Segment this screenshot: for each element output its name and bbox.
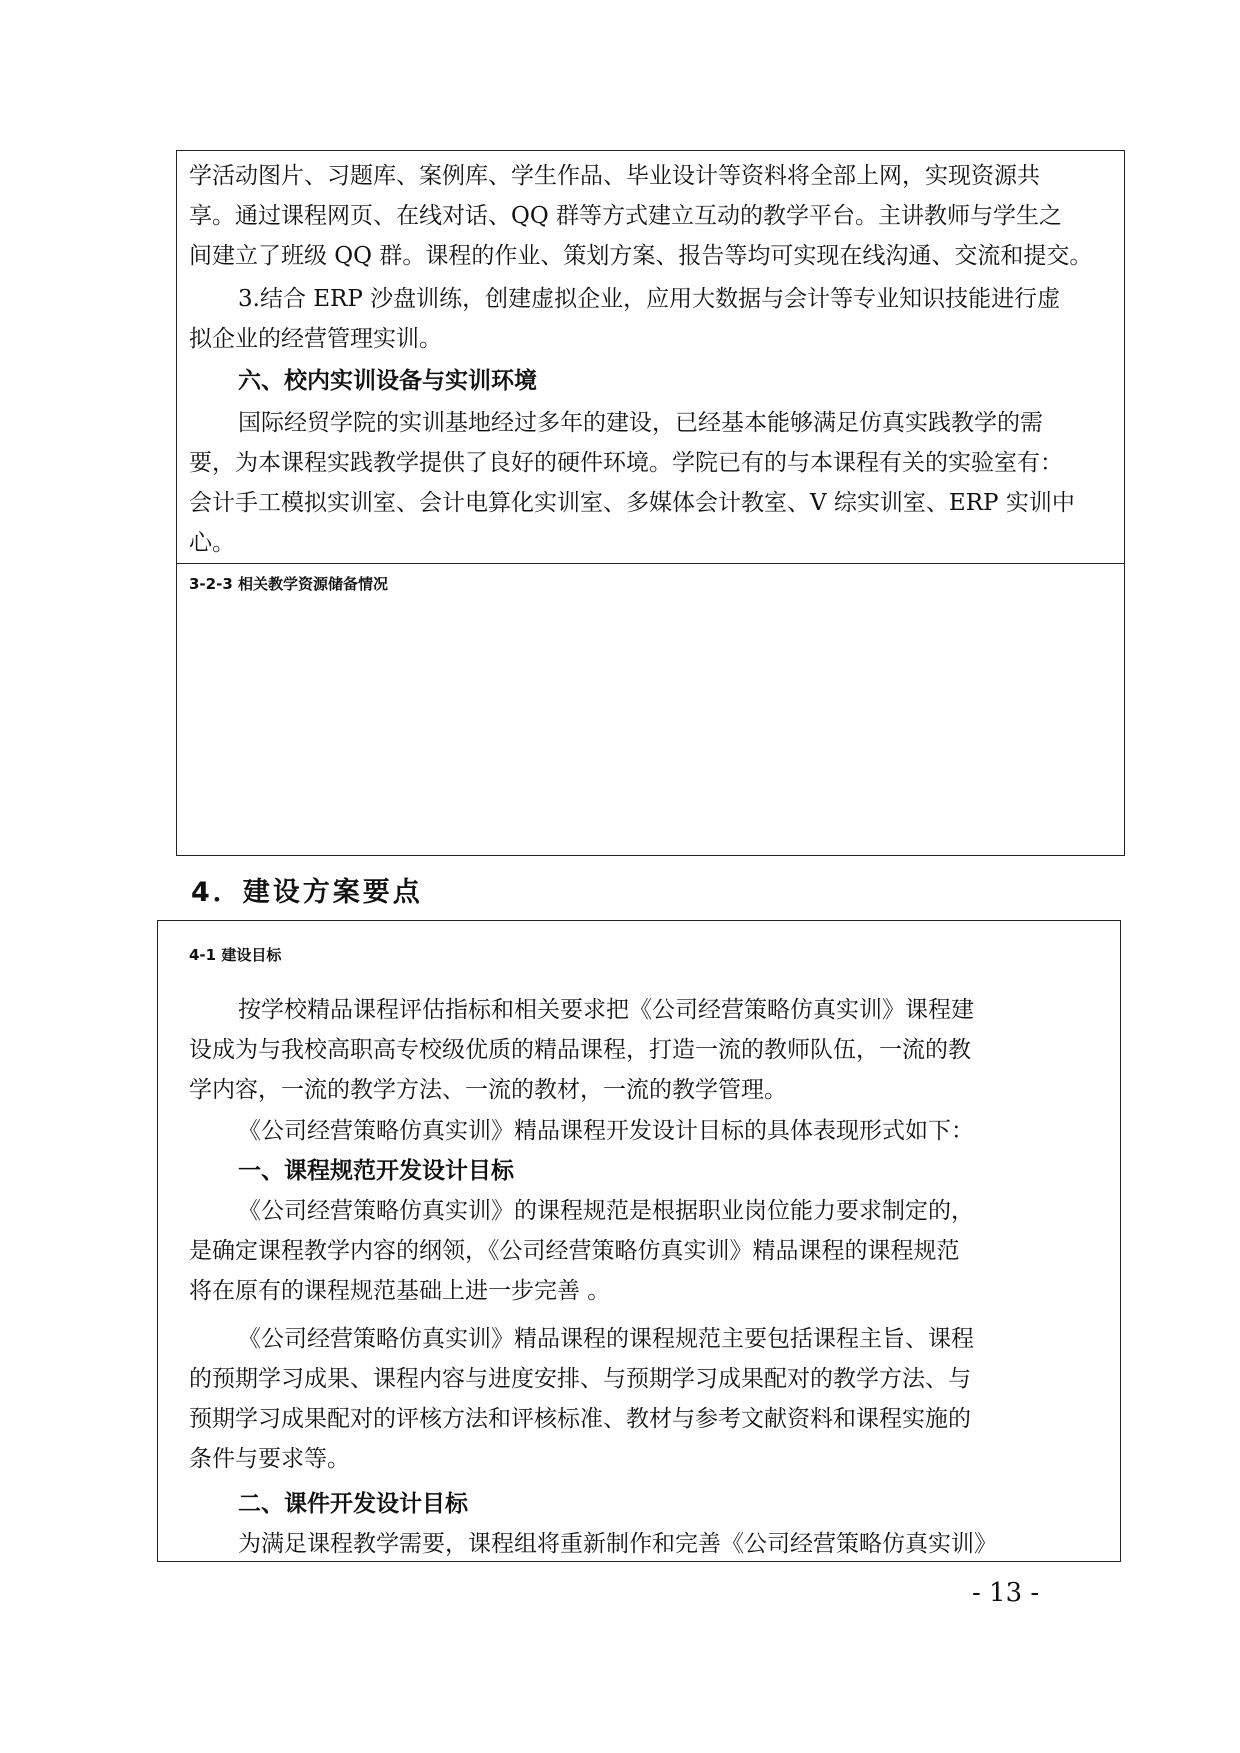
text-line: 国际经贸学院的实训基地经过多年的建设，已经基本能够满足仿真实践教学的需 (238, 410, 1043, 436)
text-line: 心。 (189, 530, 235, 556)
text-line: 学活动图片、习题库、案例库、学生作品、毕业设计等资料将全部上网，实现资源共 (189, 163, 1040, 189)
text-line: 《公司经营策略仿真实训》精品课程开发设计目标的具体表现形式如下： (238, 1118, 974, 1144)
section-heading-two: 二、课件开发设计目标 (238, 1491, 468, 1517)
text-line: 要，为本课程实践教学提供了良好的硬件环境。学院已有的与本课程有关的实验室有： (189, 450, 1063, 476)
text-line: 《公司经营策略仿真实训》精品课程的课程规范主要包括课程主旨、课程 (238, 1326, 974, 1352)
text-line: 设成为与我校高职高专校级优质的精品课程，打造一流的教师队伍，一流的教 (189, 1037, 971, 1063)
text-line: 是确定课程教学内容的纲领，《公司经营策略仿真实训》精品课程的课程规范 (189, 1238, 960, 1264)
text-line: 《公司经营策略仿真实训》的课程规范是根据职业岗位能力要求制定的， (238, 1198, 974, 1224)
text-line: 按学校精品课程评估指标和相关要求把《公司经营策略仿真实训》课程建 (238, 997, 974, 1023)
page-number: - 13 - (972, 1578, 1040, 1608)
text-line: 会计手工模拟实训室、会计电算化实训室、多媒体会计教室、V 综实训室、ERP 实训中 (189, 490, 1075, 516)
text-line: 为满足课程教学需要，课程组将重新制作和完善《公司经营策略仿真实训》 (238, 1531, 997, 1557)
section-heading-one: 一、课程规范开发设计目标 (238, 1158, 514, 1184)
text-line: 将在原有的课程规范基础上进一步完善 。 (189, 1278, 611, 1304)
text-line: 学内容，一流的教学方法、一流的教材，一流的教学管理。 (189, 1077, 787, 1103)
text-line: 的预期学习成果、课程内容与进度安排、与预期学习成果配对的教学方法、与 (189, 1366, 971, 1392)
section-label-3-2-3: 3-2-3 相关教学资源储备情况 (189, 575, 388, 593)
section-heading-six: 六、校内实训设备与实训环境 (238, 368, 537, 394)
section-label-4-1: 4-1 建设目标 (189, 946, 282, 964)
text-line: 享。通过课程网页、在线对话、QQ 群等方式建立互动的教学平台。主讲教师与学生之 (189, 203, 1063, 229)
text-line: 条件与要求等。 (189, 1446, 350, 1472)
text-line: 3.结合 ERP 沙盘训练，创建虚拟企业，应用大数据与会计等专业知识技能进行虚 (238, 286, 1061, 312)
text-line: 预期学习成果配对的评核方法和评核标准、教材与参考文献资料和课程实施的 (189, 1406, 971, 1432)
text-line: 间建立了班级 QQ 群。课程的作业、策划方案、报告等均可实现在线沟通、交流和提交。 (189, 243, 1093, 269)
table-resources-lower (176, 563, 1125, 856)
text-line: 拟企业的经营管理实训。 (189, 326, 442, 352)
section-heading-4: 4．建设方案要点 (191, 877, 423, 908)
